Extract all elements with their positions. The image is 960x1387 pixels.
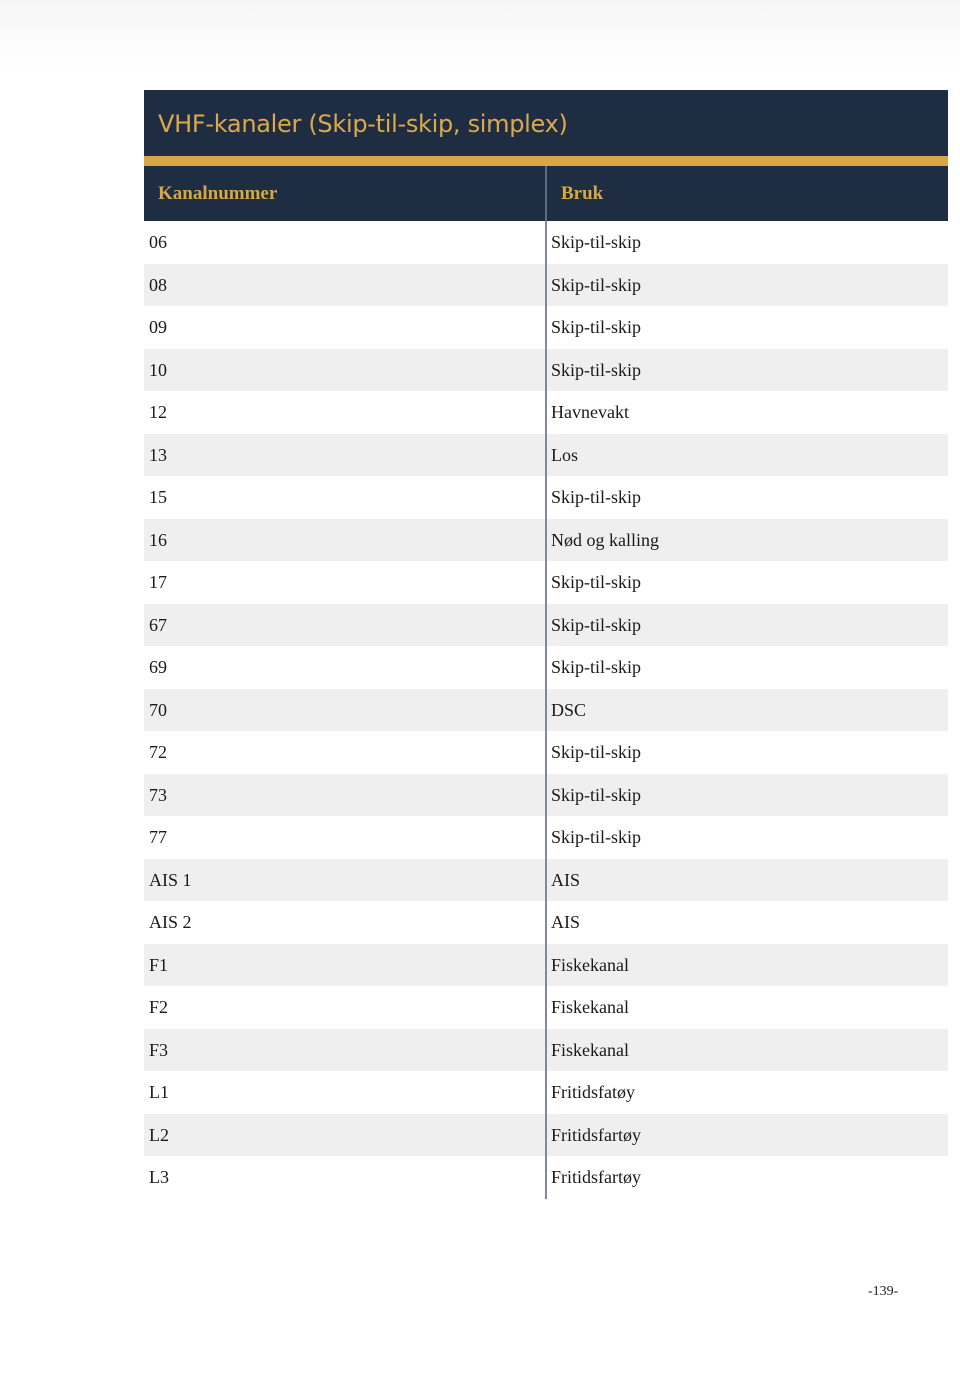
channel-use-cell: Skip-til-skip: [546, 816, 948, 859]
channel-number-cell: AIS 2: [149, 912, 192, 933]
channel-number-cell: 13: [144, 434, 546, 477]
channel-number-cell: 10: [144, 349, 546, 392]
table-row: [144, 476, 948, 519]
channel-number-cell: 12: [149, 402, 167, 423]
table-row: [144, 774, 948, 817]
channel-use-cell: AIS: [546, 901, 948, 944]
table-header-row: [144, 166, 948, 221]
channel-number-cell: 09: [149, 317, 167, 338]
channel-number-cell: 15: [149, 487, 167, 508]
channel-use-cell: Skip-til-skip: [546, 604, 948, 647]
channel-use-cell: Fiskekanal: [546, 944, 948, 987]
channel-use-cell: Havnevakt: [546, 391, 948, 434]
channel-use-cell: Skip-til-skip: [546, 476, 948, 519]
table-title: VHF-kanaler (Skip-til-skip, simplex): [158, 110, 568, 138]
table-row: [144, 1029, 948, 1072]
table-row: [144, 1156, 948, 1199]
table-body: [144, 221, 948, 1199]
table-row: [144, 1071, 948, 1114]
channel-number-cell: 17: [149, 572, 167, 593]
table-row: [144, 986, 948, 1029]
table-row: [144, 1114, 948, 1157]
page-top-shadow: [0, 0, 960, 70]
channel-use-cell: Fritidsfartøy: [546, 1156, 948, 1199]
table-row: [144, 944, 948, 987]
channel-use-cell: Fiskekanal: [546, 1029, 948, 1072]
channel-number-cell: 67: [144, 604, 546, 647]
channel-number-cell: 72: [149, 742, 167, 763]
table-row: [144, 731, 948, 774]
channel-number-cell: 77: [149, 827, 167, 848]
table-row: [144, 646, 948, 689]
channel-use-cell: Skip-til-skip: [546, 221, 948, 264]
channel-number-cell: F3: [144, 1029, 546, 1072]
channel-use-cell: Fiskekanal: [546, 986, 948, 1029]
channel-use-cell: Skip-til-skip: [546, 306, 948, 349]
channel-number-cell: 70: [144, 689, 546, 732]
channel-number-cell: 73: [144, 774, 546, 817]
channel-use-cell: Skip-til-skip: [546, 774, 948, 817]
channel-number-cell: L3: [149, 1167, 169, 1188]
channel-number-cell: 16: [144, 519, 546, 562]
table-title-bar: [144, 90, 948, 156]
channel-number-cell: F1: [144, 944, 546, 987]
table-row: [144, 264, 948, 307]
table-row: [144, 816, 948, 859]
header-use: Bruk: [546, 166, 948, 221]
channel-use-cell: Fritidsfartøy: [546, 1114, 948, 1157]
table-row: [144, 901, 948, 944]
table-row: [144, 859, 948, 902]
table-row: [144, 434, 948, 477]
channel-number-cell: 08: [144, 264, 546, 307]
channel-use-cell: Nød og kalling: [546, 519, 948, 562]
table-row: [144, 349, 948, 392]
channel-use-cell: Skip-til-skip: [546, 264, 948, 307]
channel-use-cell: Skip-til-skip: [546, 561, 948, 604]
channel-number-cell: L2: [144, 1114, 546, 1157]
table-row: [144, 561, 948, 604]
table-row: [144, 519, 948, 562]
table-row: [144, 221, 948, 264]
header-channel-number: Kanalnummer: [144, 166, 546, 221]
table-row: [144, 604, 948, 647]
table-row: [144, 689, 948, 732]
table-row: [144, 306, 948, 349]
channel-number-cell: L1: [149, 1082, 169, 1103]
title-accent-rule: [144, 156, 948, 166]
channel-use-cell: Skip-til-skip: [546, 646, 948, 689]
channel-use-cell: DSC: [546, 689, 948, 732]
channel-number-cell: 06: [149, 232, 167, 253]
channel-use-cell: Skip-til-skip: [546, 731, 948, 774]
table-row: [144, 391, 948, 434]
channel-use-cell: Skip-til-skip: [546, 349, 948, 392]
channel-number-cell: AIS 1: [144, 859, 546, 902]
channel-number-cell: F2: [149, 997, 169, 1018]
page-number: -139-: [868, 1284, 899, 1299]
channel-use-cell: AIS: [546, 859, 948, 902]
channel-number-cell: 69: [149, 657, 167, 678]
vhf-channel-table: [144, 166, 948, 1199]
channel-use-cell: Los: [546, 434, 948, 477]
channel-use-cell: Fritidsfatøy: [546, 1071, 948, 1114]
